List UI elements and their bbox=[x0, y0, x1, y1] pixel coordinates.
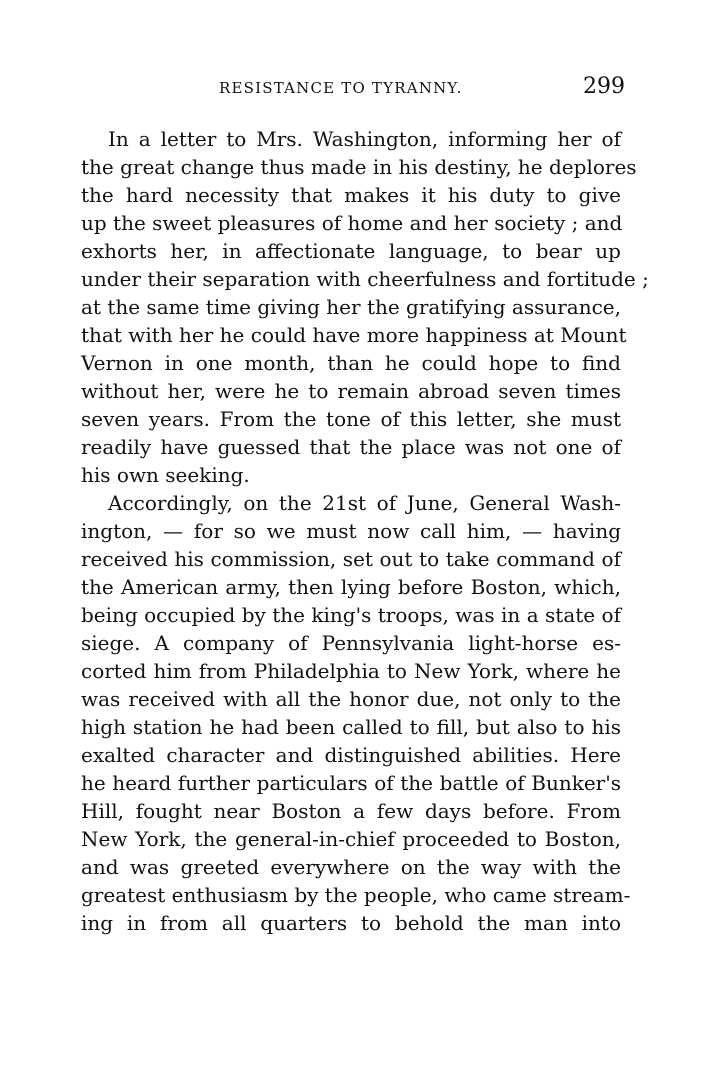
text-line: that with her he could have more happiness at Mount bbox=[81, 323, 627, 347]
text-line: readily have guessed that the place was not one of bbox=[81, 435, 621, 459]
text-line: greatest enthusiasm by the people, who came stream- bbox=[81, 883, 631, 907]
text-line: under their separation with cheerfulness and fortitude ; bbox=[81, 267, 649, 291]
text-line: up the sweet pleasures of home and her society ; and bbox=[81, 211, 623, 235]
text-line: was received with all the honor due, not only to the bbox=[81, 687, 621, 711]
text-line: at the same time giving her the gratifying assurance, bbox=[81, 295, 621, 319]
text-line: without her, were he to remain abroad seven times bbox=[81, 379, 621, 403]
text-line: received his commission, set out to take command of bbox=[81, 547, 621, 571]
text-line: and was greeted everywhere on the way with the bbox=[81, 855, 621, 879]
text-line: exalted character and distinguished abilities. Here bbox=[81, 743, 621, 767]
text-line: corted him from Philadelphia to New York, where he bbox=[81, 659, 621, 683]
text-line: exhorts her, in affectionate language, to bear up bbox=[81, 239, 621, 263]
running-head: RESISTANCE TO TYRANNY. bbox=[219, 79, 463, 97]
text-line: seven years. From the tone of this letter, she must bbox=[81, 407, 621, 431]
text-line: Hill, fought near Boston a few days before. From bbox=[81, 799, 621, 823]
text-line: being occupied by the king's troops, was in a state of bbox=[81, 603, 621, 627]
text-line: the American army, then lying before Boston, which, bbox=[81, 575, 621, 599]
page-number: 299 bbox=[583, 74, 625, 99]
text-line: Accordingly, on the 21st of June, General Wash- bbox=[108, 491, 621, 515]
text-line: he heard further particulars of the battle of Bunker's bbox=[81, 771, 621, 795]
text-line: the great change thus made in his destiny, he deplores bbox=[81, 155, 637, 179]
text-line: Vernon in one month, than he could hope to find bbox=[81, 351, 621, 375]
text-line: ing in from all quarters to behold the man into bbox=[81, 911, 621, 935]
text-line: siege. A company of Pennsylvania light-horse es- bbox=[81, 631, 621, 655]
text-line: the hard necessity that makes it his duty to give bbox=[81, 183, 621, 207]
text-line: his own seeking. bbox=[81, 463, 250, 487]
text-line: ington, — for so we must now call him, — having bbox=[81, 519, 621, 543]
text-line: In a letter to Mrs. Washington, informing her of bbox=[108, 127, 621, 151]
text-line: high station he had been called to fill, but also to his bbox=[81, 715, 621, 739]
text-line: New York, the general-in-chief proceeded to Boston, bbox=[81, 827, 621, 851]
